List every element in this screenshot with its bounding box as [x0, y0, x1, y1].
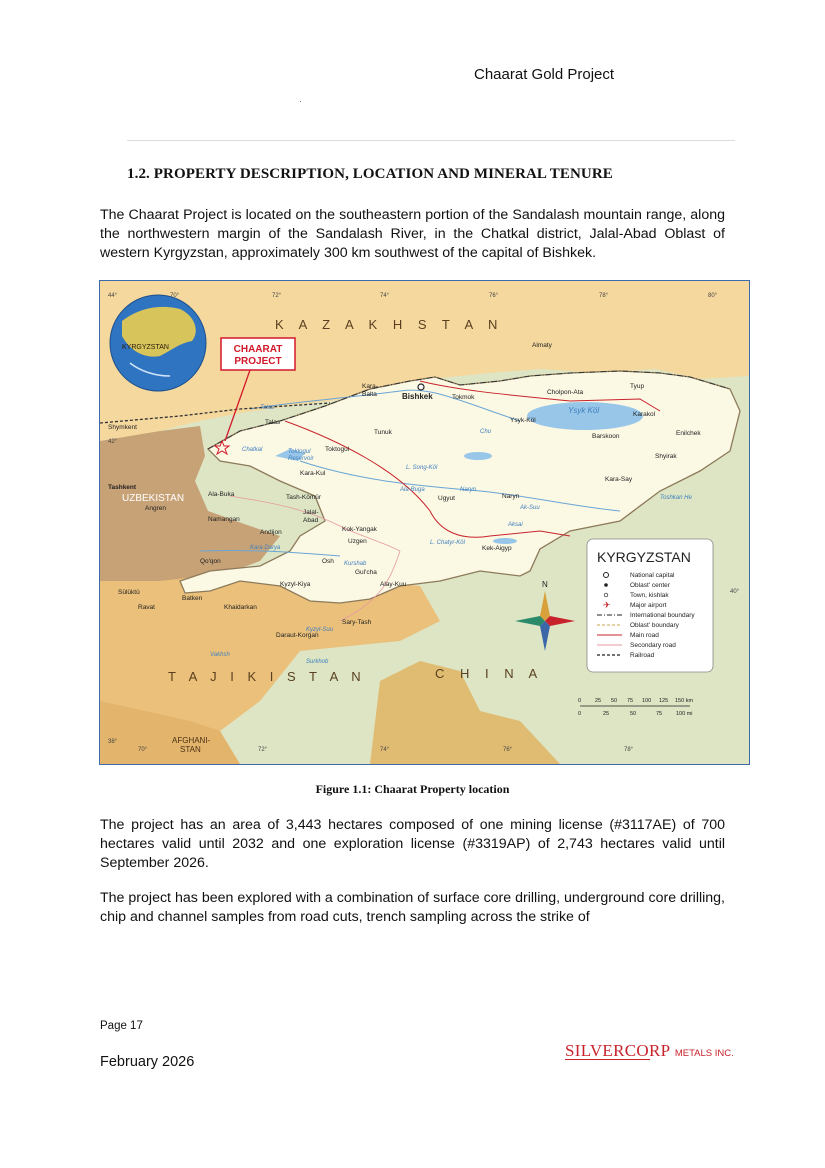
- legend-title: KYRGYZSTAN: [597, 549, 691, 565]
- water-ak-suu: Ak-Suu: [520, 505, 540, 511]
- city-gulcha: Gul'cha: [355, 569, 377, 576]
- city-ravat: Ravat: [138, 604, 155, 611]
- city-ugyut: Ugyut: [438, 495, 455, 502]
- water-toshkan: Toshkan He: [660, 495, 692, 501]
- chatyr-kol-lake: [493, 538, 517, 544]
- scale-km-25: 25: [595, 698, 602, 704]
- label-kazakhstan: K A Z A K H S T A N: [275, 317, 504, 332]
- city-sary-tash: Sary-Tash: [342, 619, 372, 626]
- scale-km-75: 75: [627, 698, 634, 704]
- lon-70-bottom: 70°: [138, 747, 148, 753]
- lat-40: 40°: [730, 589, 740, 595]
- city-tyup: Tyup: [630, 383, 645, 390]
- city-cholpon-ata: Cholpon-Ata: [547, 389, 584, 396]
- city-tokmok: Tokmok: [452, 394, 475, 401]
- city-tash-komur: Tash-Kömür: [286, 494, 322, 501]
- running-header: Chaarat Gold Project: [474, 66, 615, 83]
- city-tashkent: Tashkent: [108, 484, 137, 491]
- legend-item-airport: Major airport: [630, 602, 667, 609]
- header-mark: [300, 101, 301, 102]
- city-bishkek: Bishkek: [402, 392, 433, 401]
- silvercorp-logo: [565, 1041, 734, 1060]
- footer-date: February 2026: [100, 1054, 195, 1070]
- paragraph-exploration: The project has been explored with a combination of surface core drilling, underground core drilling, chip and channel samples from road cuts, trench sampling across the strike of: [100, 890, 725, 925]
- scale-km-125: 125: [659, 698, 669, 704]
- header-divider: [127, 140, 735, 141]
- legend-item-railroad: Railroad: [630, 652, 655, 659]
- section-heading: 1.2. PROPERTY DESCRIPTION, LOCATION AND MINERAL TENURE: [127, 166, 613, 182]
- lon-72-bottom: 72°: [258, 747, 268, 753]
- page-number: Page 17: [100, 1020, 143, 1032]
- legend-item-capital: National capital: [630, 572, 675, 579]
- lon-74-bottom: 74°: [380, 747, 390, 753]
- logo-sub-text: METALS INC.: [674, 1048, 734, 1059]
- city-naryn: Naryn: [502, 493, 520, 500]
- water-song-kol: L. Song-Köl: [406, 465, 438, 471]
- water-toktogul-1: Toktogul: [288, 449, 311, 455]
- city-karakol: Karakol: [633, 411, 656, 418]
- legend-item-secondary-road: Secondary road: [630, 642, 676, 649]
- water-kyzyl-suu: Kyzyl-Suu: [306, 627, 334, 633]
- scale-mi-100: 100 mi: [676, 711, 693, 717]
- city-qoqon: Qo'qon: [200, 558, 221, 565]
- city-andijon: Andijon: [260, 529, 282, 536]
- city-kara-balta-1: Kara-: [362, 383, 378, 390]
- city-barskoon: Barskoon: [592, 433, 620, 440]
- scale-km-50: 50: [611, 698, 618, 704]
- water-surkhob: Surkhob: [306, 659, 329, 665]
- lon-78: 78°: [599, 293, 609, 299]
- project-label-line2: PROJECT: [234, 356, 282, 367]
- lat-44: 44°: [108, 293, 118, 299]
- logo-main-text: SILVERCORP: [565, 1041, 671, 1060]
- scale-mi-75: 75: [656, 711, 663, 717]
- city-khaidarkan: Khaidarkan: [224, 604, 257, 611]
- paragraph-location: The Chaarat Project is located on the southeastern portion of the Sandalash mountain range, along the northwestern margin of the Sandalash River, in the Chatkal district, Jalal-Abad Oblast of western Kyrgyzstan, approximately 300 km southwest of the capital of Bishkek.: [100, 207, 725, 261]
- city-alay-kuu: Alay-Kuu: [380, 581, 407, 588]
- water-talas: Talas: [260, 405, 275, 411]
- bishkek-capital-icon: [418, 384, 424, 390]
- label-afghanistan-2: STAN: [180, 745, 201, 754]
- label-tajikistan: T A J I K I S T A N: [168, 669, 366, 684]
- lon-72: 72°: [272, 293, 282, 299]
- city-daraut-korgan: Daraut-Korgan: [276, 632, 319, 639]
- scale-km-150: 150 km: [675, 698, 694, 704]
- scale-km-0: 0: [578, 698, 582, 704]
- water-naryn: Naryn: [460, 487, 477, 493]
- city-osh: Osh: [322, 558, 334, 565]
- city-toktogul: Toktogul: [325, 446, 350, 453]
- label-afghanistan-1: AFGHANI-: [172, 736, 211, 745]
- legend-item-town: Town, kishlak: [630, 592, 669, 599]
- legend-item-oblast-boundary: Oblast' boundary: [630, 622, 679, 629]
- legend-oblast-icon: [604, 583, 608, 587]
- city-kara-balta-2: Balta: [362, 391, 377, 398]
- compass-north: N: [542, 580, 548, 589]
- city-jalal-abad-1: Jalal-: [303, 509, 319, 516]
- water-ala-buga: Ala-Buga: [400, 487, 425, 493]
- city-kok-yangak: Kok-Yangak: [342, 526, 377, 533]
- city-namangan: Namangan: [208, 516, 240, 523]
- scale-km-100: 100: [642, 698, 652, 704]
- water-kara-darya: Kara Darya: [250, 545, 281, 551]
- lon-70: 70°: [170, 293, 180, 299]
- map-legend: [587, 539, 713, 672]
- city-batken: Batken: [182, 595, 203, 602]
- city-jalal-abad-2: Abad: [303, 517, 319, 524]
- water-chatyr-kol: L. Chatyr-Köl: [430, 540, 465, 546]
- scale-mi-50: 50: [630, 711, 637, 717]
- lon-76: 76°: [489, 293, 499, 299]
- lon-80: 80°: [708, 293, 718, 299]
- water-chatkal: Chatkal: [242, 447, 263, 453]
- legend-item-main-road: Main road: [630, 632, 659, 639]
- legend-airport-icon: ✈: [603, 600, 611, 610]
- lon-74: 74°: [380, 293, 390, 299]
- water-kurshab: Kurshab: [344, 561, 367, 567]
- city-uzgen: Uzgen: [348, 538, 367, 545]
- paragraph-area: The project has an area of 3,443 hectares composed of one mining license (#3117AE) of 700 hectares valid until 2032 and one exploration license (#3319AP) of 2,743 hectares valid until September 2026.: [100, 817, 725, 871]
- city-enilchek: Enilchek: [676, 430, 701, 437]
- water-chu: Chu: [480, 429, 492, 435]
- label-uzbekistan: UZBEKISTAN: [122, 493, 185, 504]
- lon-78-bottom: 78°: [624, 747, 634, 753]
- water-aksai: Aksai: [508, 522, 523, 528]
- water-vakhsh: Vakhsh: [210, 652, 230, 658]
- city-sulukto: Sülüktü: [118, 589, 140, 596]
- location-map: [99, 280, 750, 765]
- city-balykchy: Ysyk-Köl: [510, 417, 536, 424]
- inset-label: KYRGYZSTAN: [122, 344, 169, 351]
- city-kara-say: Kara-Say: [605, 476, 633, 483]
- lat-42: 42°: [108, 439, 118, 445]
- scale-mi-0: 0: [578, 711, 582, 717]
- city-kara-kul: Kara-Kul: [300, 470, 326, 477]
- water-toktogul-2: Reservoir: [288, 456, 314, 462]
- project-label-line1: CHAARAT: [233, 344, 283, 355]
- legend-item-oblast: Oblast' center: [630, 582, 670, 589]
- city-almaty: Almaty: [532, 342, 552, 349]
- city-shymkent: Shymkent: [108, 424, 137, 431]
- scale-mi-25: 25: [603, 711, 610, 717]
- city-shyirak: Shyirak: [655, 453, 677, 460]
- lon-76-bottom: 76°: [503, 747, 513, 753]
- city-ala-buka: Ala-Buka: [208, 491, 235, 498]
- city-talas: Talas: [265, 419, 281, 426]
- city-angren: Angren: [145, 505, 166, 512]
- legend-item-intl: International boundary: [630, 612, 695, 619]
- city-kek-aigyp: Kek-Aigyp: [482, 545, 512, 552]
- city-kyzyl-kiya: Kyzyl-Kiya: [280, 581, 311, 588]
- lat-38: 38°: [108, 739, 118, 745]
- figure-caption: Figure 1.1: Chaarat Property location: [315, 782, 510, 796]
- water-ysyk-kol: Ysyk Köl: [568, 406, 600, 415]
- song-kol-lake: [464, 452, 492, 460]
- label-china: C H I N A: [435, 666, 544, 681]
- city-tunuk: Tunuk: [374, 429, 392, 436]
